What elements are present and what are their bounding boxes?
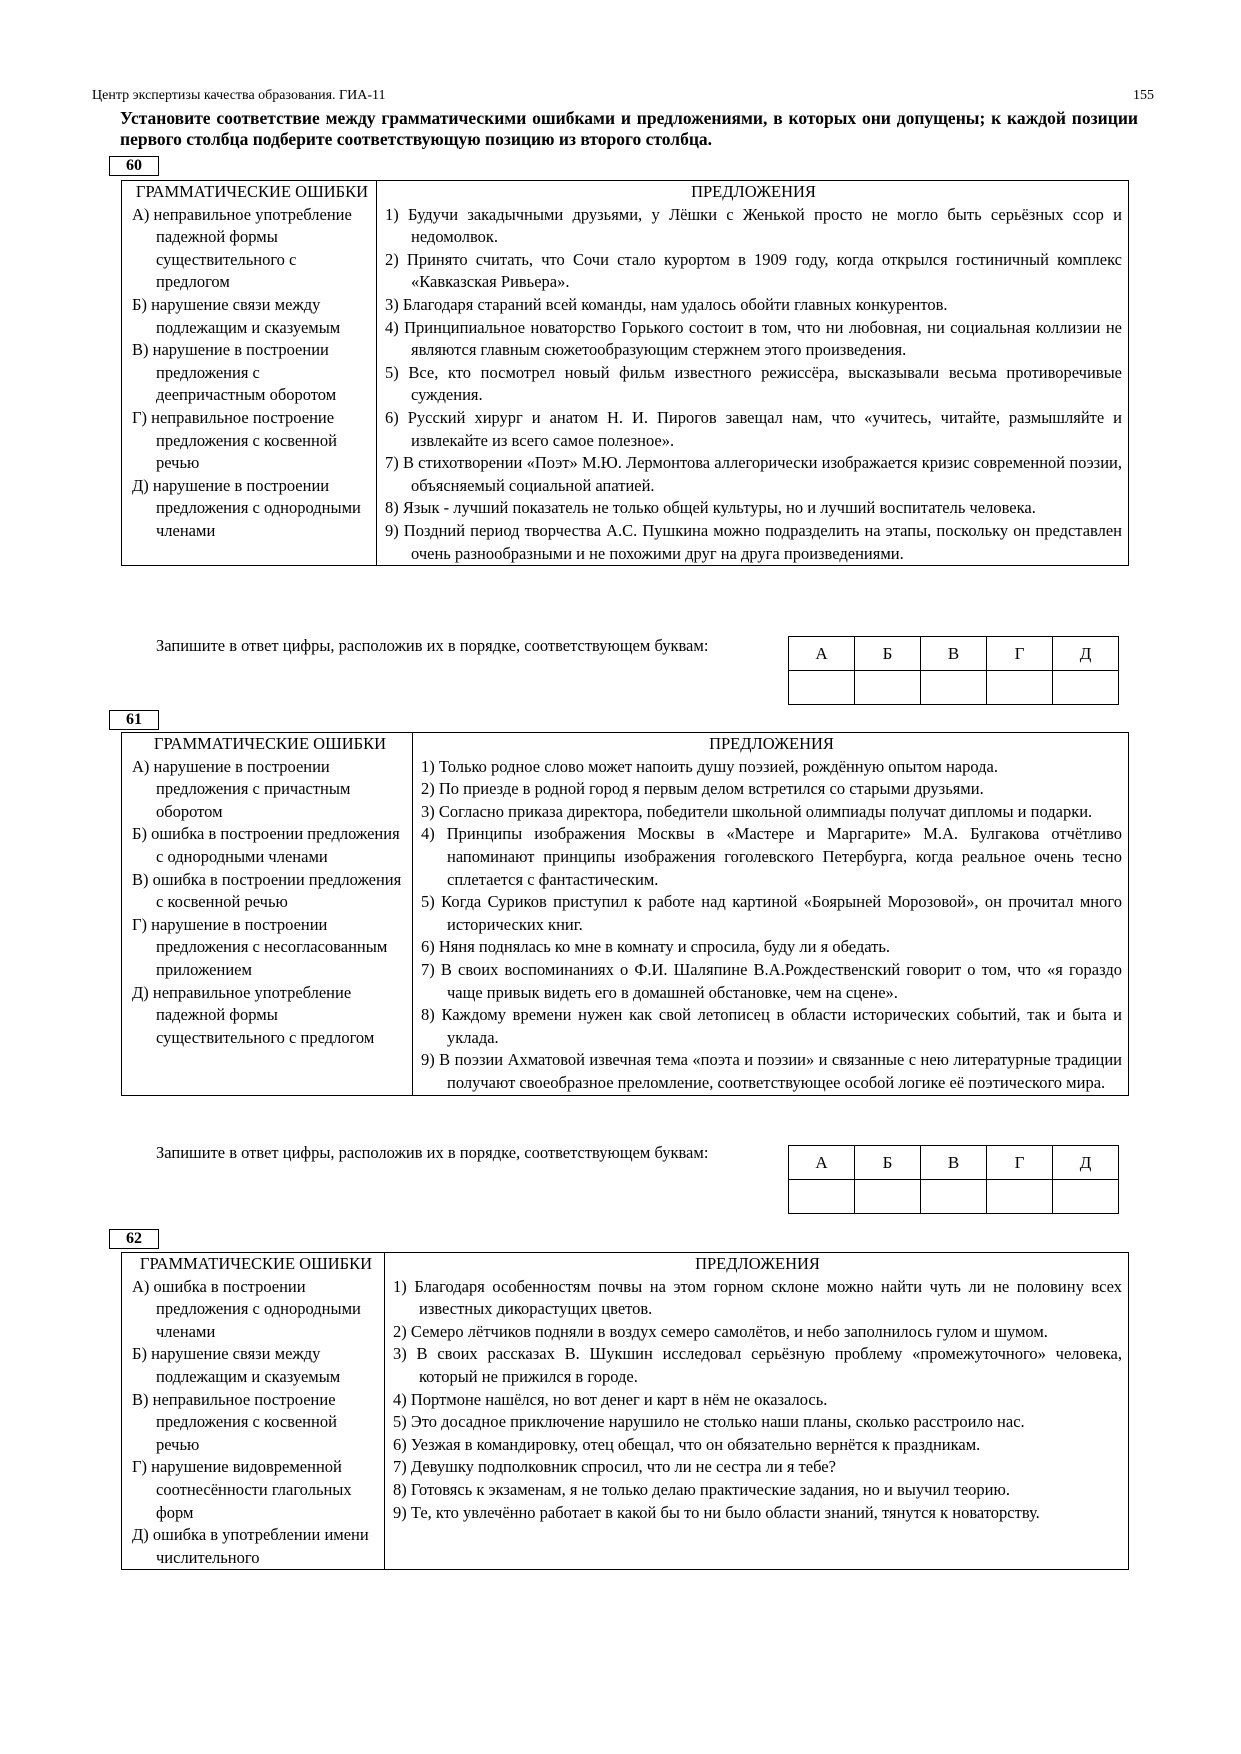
sentences-column — [377, 181, 1129, 566]
error-item: Б) ошибка в построении предложения с однородными членами — [132, 824, 400, 866]
answer-letter: Д — [1053, 1146, 1119, 1180]
answer-letter: Г — [987, 637, 1053, 671]
sentences-header: ПРЕДЛОЖЕНИЯ — [695, 1254, 820, 1273]
sentence-item: 5) Когда Суриков приступил к работе над картиной «Боярыней Морозовой», он прочитал много исторических книг. — [421, 892, 1122, 934]
sentence-item: 7) В стихотворении «Поэт» М.Ю. Лермонтова аллегорически изображается кризис современной поэзии, объясняемый социальной апатией. — [385, 453, 1122, 495]
sentence-item: 6) Уезжая в командировку, отец обещал, что он обязательно вернётся к праздникам. — [393, 1434, 981, 1454]
answer-cell[interactable] — [789, 671, 855, 705]
error-item: Б) нарушение связи между подлежащим и сказуемым — [132, 294, 341, 337]
sentence-item: 2) Семеро лётчиков подняли в воздух семеро самолётов, и небо заполнилось гулом и шумом. — [393, 1321, 1048, 1341]
answer-letter: А — [789, 637, 855, 671]
sentence-item: 8) Каждому времени нужен как свой летописец в области исторических событий, так и быта и уклада. — [421, 1005, 1122, 1047]
answer-letter: А — [789, 1146, 855, 1180]
sentence-item: 1) Благодаря особенностям почвы на этом горном склоне можно найти чуть ли не половину всех известных дикорастущих цветов. — [393, 1276, 1122, 1319]
sentence-item: 4) Принципы изображения Москвы в «Мастере и Маргарите» М.А. Булгакова отчётливо напоминают принципы изображения гоголевского Петербурга, когда реальное очень тесно сплетается с фантастическим. — [421, 824, 1122, 889]
sentence-item: 3) В своих рассказах В. Шукшин исследовал серьёзную проблему «промежуточного» человека, который не прижился в городе. — [393, 1344, 1122, 1386]
error-item: Б) нарушение связи между подлежащим и сказуемым — [132, 1344, 341, 1386]
answer-cell[interactable] — [855, 1180, 921, 1214]
sentence-item: 8) Готовясь к экзаменам, я не только делаю практические задания, но и выучил теорию. — [393, 1479, 1010, 1499]
sentence-item: 3) Согласно приказа директора, победители школьной олимпиады получат дипломы и подарки. — [421, 801, 1093, 821]
error-item: В) ошибка в построении предложения с косвенной речью — [132, 869, 402, 912]
error-item: Д) неправильное употребление падежной формы существительного с предлогом — [132, 982, 375, 1047]
sentence-item: 2) По приезде в родной город я первым делом встретился со старыми друзьями. — [421, 779, 984, 799]
sentence-item: 9) Те, кто увлечённо работает в какой бы то ни было области знаний, тянутся к новаторству. — [393, 1502, 1040, 1522]
sentence-item: 3) Благодаря стараний всей команды, нам удалось обойти главных конкурентов. — [385, 294, 948, 314]
sentence-item: 7) Девушку подполковник спросил, что ли не сестра ли я тебе? — [393, 1457, 836, 1477]
error-item: Г) нарушение видовременной соотнесённости глагольных форм — [132, 1457, 352, 1522]
sentence-item: 6) Няня поднялась ко мне в комнату и спросила, буду ли я обедать. — [421, 937, 891, 957]
answer-cell[interactable] — [987, 671, 1053, 705]
answer-cell[interactable] — [987, 1180, 1053, 1214]
sentence-item: 9) В поэзии Ахматовой извечная тема «поэта и поэзии» и связанные с нею литературные традиции получают своеобразное преломление, соответствующее особой логике её поэтического мира. — [421, 1050, 1122, 1092]
answer-cell[interactable] — [921, 1180, 987, 1214]
sentence-item: 2) Принято считать, что Сочи стало курортом в 1909 году, когда открылся гостиничный комплекс «Кавказская Ривьера». — [385, 249, 1122, 292]
sentence-item: 1) Будучи закадычными друзьями, у Лёшки с Женькой просто не могло быть серьёзных ссор и недомолвок. — [385, 204, 1122, 247]
sentence-item: 8) Язык - лучший показатель не только общей культуры, но и лучший воспитатель человека. — [385, 498, 1036, 518]
page-header — [92, 88, 1154, 106]
answer-letter: Б — [855, 1146, 921, 1180]
error-item: Г) нарушение в построении предложения с несогласованным приложением — [132, 914, 388, 979]
error-item: Д) нарушение в построении предложения с однородными членами — [132, 475, 361, 540]
task-table-60 — [121, 180, 1129, 566]
task-number-60: 60 — [109, 156, 159, 176]
sentences-header: ПРЕДЛОЖЕНИЯ — [691, 182, 816, 201]
sentence-item: 4) Принципиальное новаторство Горького состоит в том, что ни любовная, ни социальная коллизии не являются главным сюжетообразующим стержнем этого произведения. — [385, 317, 1122, 360]
error-item: Д) ошибка в употреблении имени числительного — [132, 1525, 369, 1567]
sentence-item: 7) В своих воспоминаниях о Ф.И. Шаляпине В.А.Рождественский говорит о том, что «я гораздо чаще привык видеть его в домашней обстановке, чем на сцене». — [421, 959, 1122, 1002]
answer-cell[interactable] — [855, 671, 921, 705]
errors-column — [122, 733, 413, 1096]
sentences-header: ПРЕДЛОЖЕНИЯ — [709, 734, 834, 753]
answer-letter: В — [921, 1146, 987, 1180]
answer-prompt: Запишите в ответ цифры, расположив их в порядке, соответствующем буквам: — [156, 636, 709, 655]
error-item: В) нарушение в построении предложения с деепричастным оборотом — [132, 340, 337, 405]
answer-grid-60 — [788, 636, 1119, 705]
errors-column — [122, 181, 377, 566]
answer-cell[interactable] — [921, 671, 987, 705]
sentence-item: 5) Это досадное приключение нарушило не столько наши планы, сколько расстроило нас. — [393, 1412, 1025, 1432]
header-title: Центр экспертизы качества образования. ГИА-11 — [92, 88, 386, 103]
answer-letter: Д — [1053, 637, 1119, 671]
errors-column — [122, 1253, 385, 1570]
answer-cell[interactable] — [1053, 1180, 1119, 1214]
task-number-61: 61 — [109, 710, 159, 730]
error-item: А) неправильное употребление падежной формы существительного с предлогом — [132, 204, 352, 292]
page-number: 155 — [1133, 88, 1154, 103]
sentences-column — [413, 733, 1129, 1096]
sentences-column — [385, 1253, 1129, 1570]
sentence-item: 6) Русский хирург и анатом Н. И. Пирогов завещал нам, что «учитесь, читайте, размышляйте и извлекайте из всего самое полезное». — [385, 407, 1122, 450]
task-instruction: Установите соответствие между грамматическими ошибками и предложениями, в которых они допущены; к каждой позиции первого столбца подберите соответствующую позицию из второго столбца. — [120, 108, 1138, 149]
errors-header: ГРАММАТИЧЕСКИЕ ОШИБКИ — [135, 182, 369, 201]
sentence-item: 5) Все, кто посмотрел новый фильм известного режиссёра, высказывали весьма противоречивые суждения. — [385, 362, 1122, 405]
answer-cell[interactable] — [789, 1180, 855, 1214]
task-number-62: 62 — [109, 1229, 159, 1249]
sentence-item: 1) Только родное слово может напоить душу поэзией, рождённую опытом народа. — [421, 756, 998, 776]
error-item: В) неправильное построение предложения с косвенной речью — [132, 1389, 337, 1454]
error-item: Г) неправильное построение предложения с косвенной речью — [132, 407, 337, 473]
answer-grid-61 — [788, 1145, 1119, 1214]
sentence-item: 4) Портмоне нашёлся, но вот денег и карт в нём не оказалось. — [393, 1389, 828, 1409]
sentence-item: 9) Поздний период творчества А.С. Пушкина можно подразделить на этапы, поскольку он представлен очень разнообразными и не похожими друг на друга произведениями. — [385, 520, 1122, 563]
errors-header: ГРАММАТИЧЕСКИЕ ОШИБКИ — [153, 734, 387, 753]
errors-header: ГРАММАТИЧЕСКИЕ ОШИБКИ — [139, 1254, 373, 1273]
task-table-61 — [121, 732, 1129, 1096]
answer-letter: Г — [987, 1146, 1053, 1180]
error-item: А) ошибка в построении предложения с однородными членами — [132, 1276, 361, 1341]
answer-prompt: Запишите в ответ цифры, расположив их в порядке, соответствующем буквам: — [156, 1143, 709, 1162]
answer-cell[interactable] — [1053, 671, 1119, 705]
answer-letter: В — [921, 637, 987, 671]
answer-letter: Б — [855, 637, 921, 671]
task-table-62 — [121, 1252, 1129, 1570]
error-item: А) нарушение в построении предложения с причастным оборотом — [132, 756, 351, 821]
